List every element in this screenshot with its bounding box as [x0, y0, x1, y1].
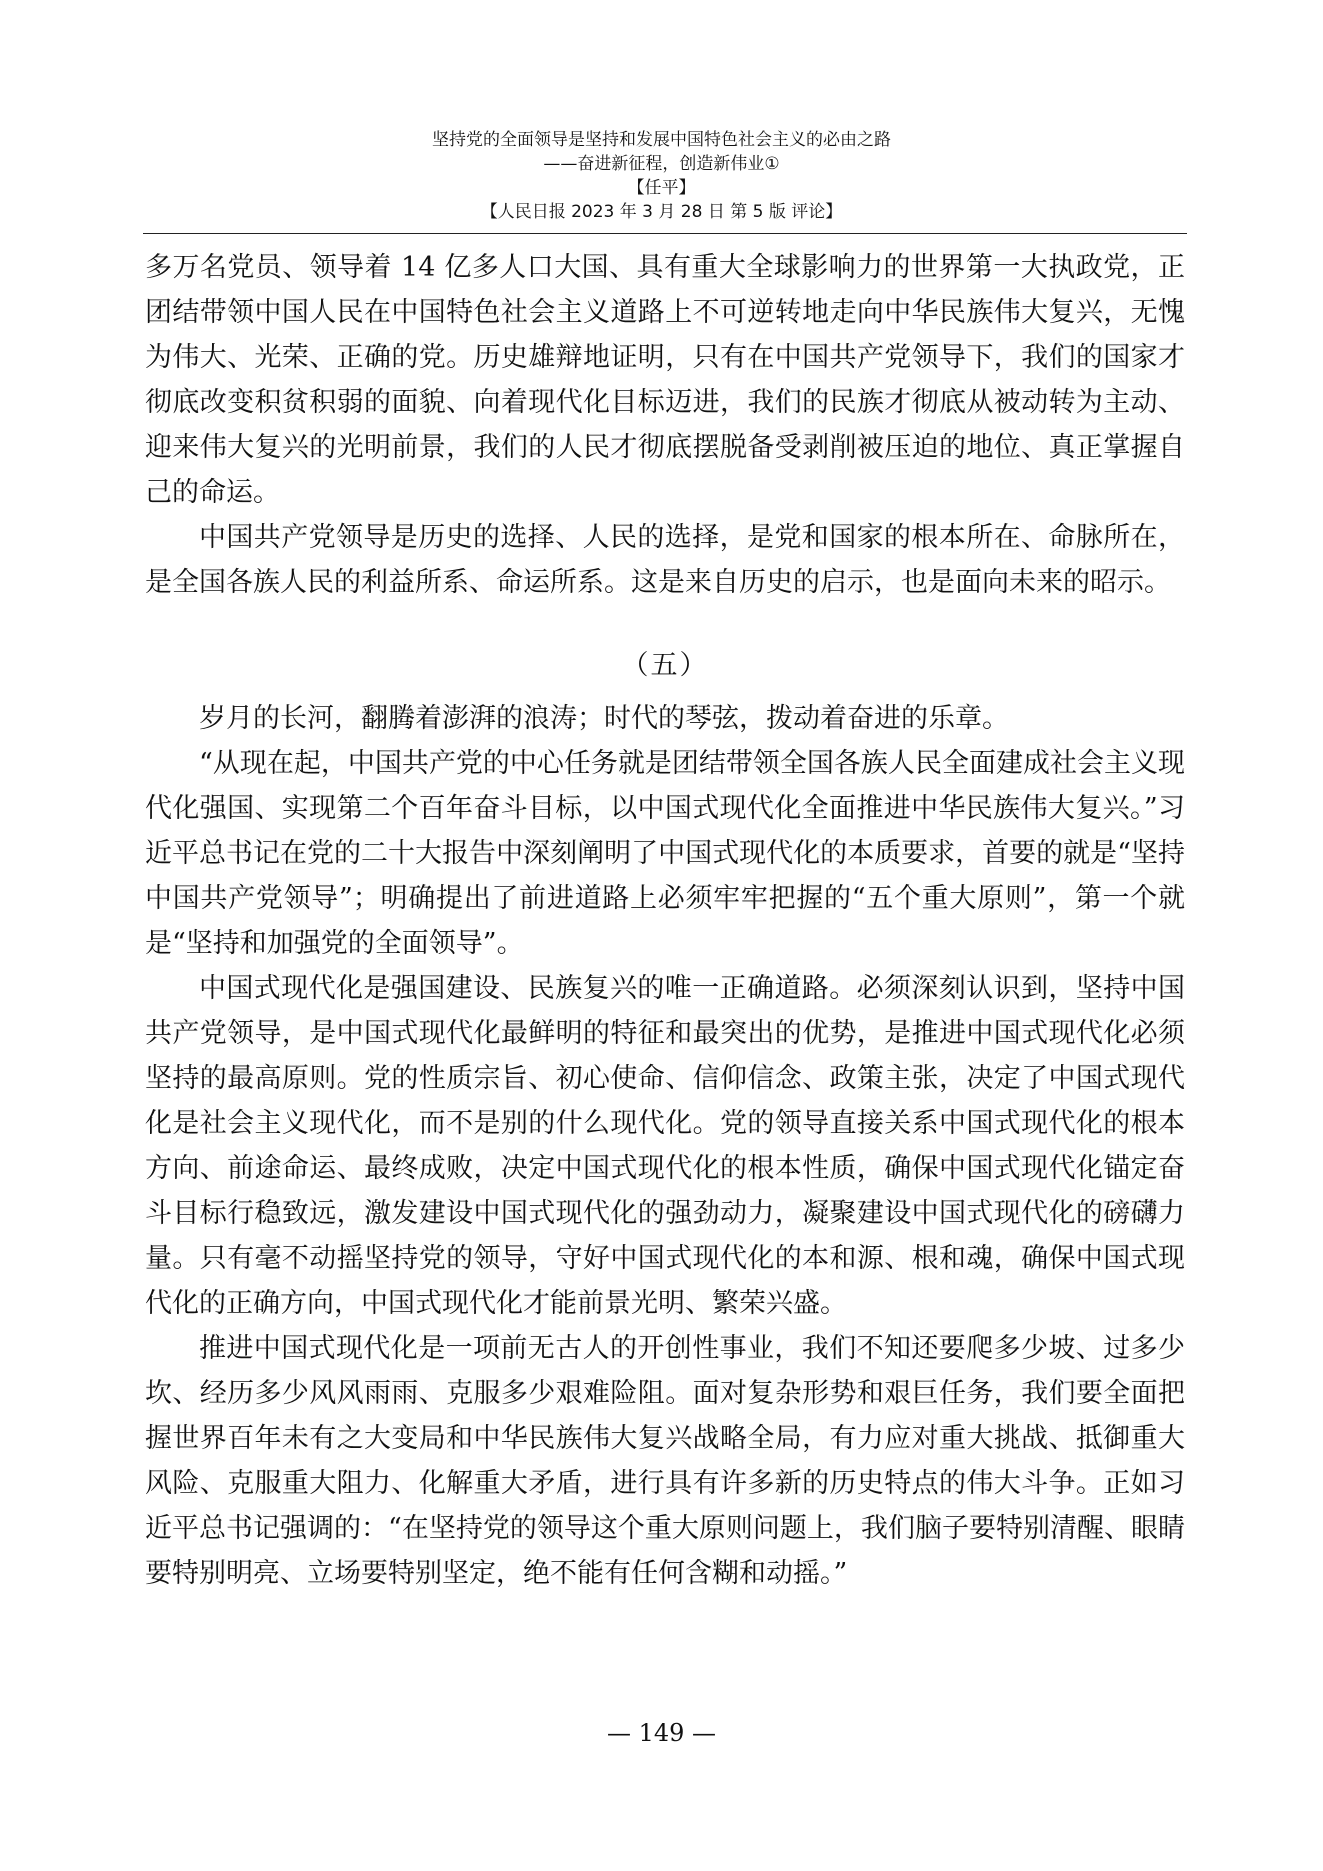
paragraph: 推进中国式现代化是一项前无古人的开创性事业，我们不知还要爬多少坡、过多少坎、经历多少风风雨雨、克服多少艰难险阻。面对复杂形势和艰巨任务，我们要全面把握世界百年未有之大变局和中华民族伟大复兴战略全局，有力应对重大挑战、抵御重大风险、克服重大阻力、化解重大矛盾，进行具有许多新的历史特点的伟大斗争。正如习近平总书记强调的：“在坚持党的领导这个重大原则问题上，我们脑子要特别清醒、眼睛要特别明亮、立场要特别坚定，绝不能有任何含糊和动摇。” — [145, 1333, 1185, 1589]
article-author: 【任平】 — [627, 178, 696, 198]
section-heading: （五） — [621, 650, 709, 681]
paragraph: 中国共产党领导是历史的选择、人民的选择，是党和国家的根本所在、命脉所在，是全国各族人民的利益所系、命运所系。这是来自历史的启示，也是面向未来的昭示。 — [145, 522, 1185, 598]
article-source: 【人民日报 2023 年 3 月 28 日 第 5 版 评论】 — [480, 202, 843, 222]
document-header — [0, 128, 1323, 224]
article-subtitle: ——奋进新征程，创造新伟业① — [543, 154, 780, 174]
paragraph: “从现在起，中国共产党的中心任务就是团结带领全国各族人民全面建成社会主义现代化强国、实现第二个百年奋斗目标，以中国式现代化全面推进中华民族伟大复兴。”习近平总书记在党的二十大报告中深刻阐明了中国式现代化的本质要求，首要的就是“坚持中国共产党领导”；明确提出了前进道路上必须牢牢把握的“五个重大原则”，第一个就是“坚持和加强党的全面领导”。 — [145, 748, 1185, 959]
paragraph-continued: 多万名党员、领导着 14 亿多人口大国、具有重大全球影响力的世界第一大执政党，正团结带领中国人民在中国特色社会主义道路上不可逆转地走向中华民族伟大复兴，无愧为伟大、光荣、正确的党。历史雄辩地证明，只有在中国共产党领导下，我们的国家才彻底改变积贫积弱的面貌、向着现代化目标迈进，我们的民族才彻底从被动转为主动、迎来伟大复兴的光明前景，我们的人民才彻底摆脱备受剥削被压迫的地位、真正掌握自己的命运。 — [145, 252, 1185, 508]
paragraph: 中国式现代化是强国建设、民族复兴的唯一正确道路。必须深刻认识到，坚持中国共产党领导，是中国式现代化最鲜明的特征和最突出的优势，是推进中国式现代化必须坚持的最高原则。党的性质宗旨、初心使命、信仰信念、政策主张，决定了中国式现代化是社会主义现代化，而不是别的什么现代化。党的领导直接关系中国式现代化的根本方向、前途命运、最终成败，决定中国式现代化的根本性质，确保中国式现代化锚定奋斗目标行稳致远，激发建设中国式现代化的强劲动力，凝聚建设中国式现代化的磅礴力量。只有毫不动摇坚持党的领导，守好中国式现代化的本和源、根和魂，确保中国式现代化的正确方向，中国式现代化才能前景光明、繁荣兴盛。 — [145, 973, 1185, 1319]
header-divider — [143, 233, 1187, 234]
article-body — [145, 245, 1185, 1596]
paragraph: 岁月的长河，翻腾着澎湃的浪涛；时代的琴弦，拨动着奋进的乐章。 — [199, 703, 1009, 734]
article-title: 坚持党的全面领导是坚持和发展中国特色社会主义的必由之路 — [432, 130, 891, 150]
page-number: — 149 — — [606, 1719, 717, 1747]
